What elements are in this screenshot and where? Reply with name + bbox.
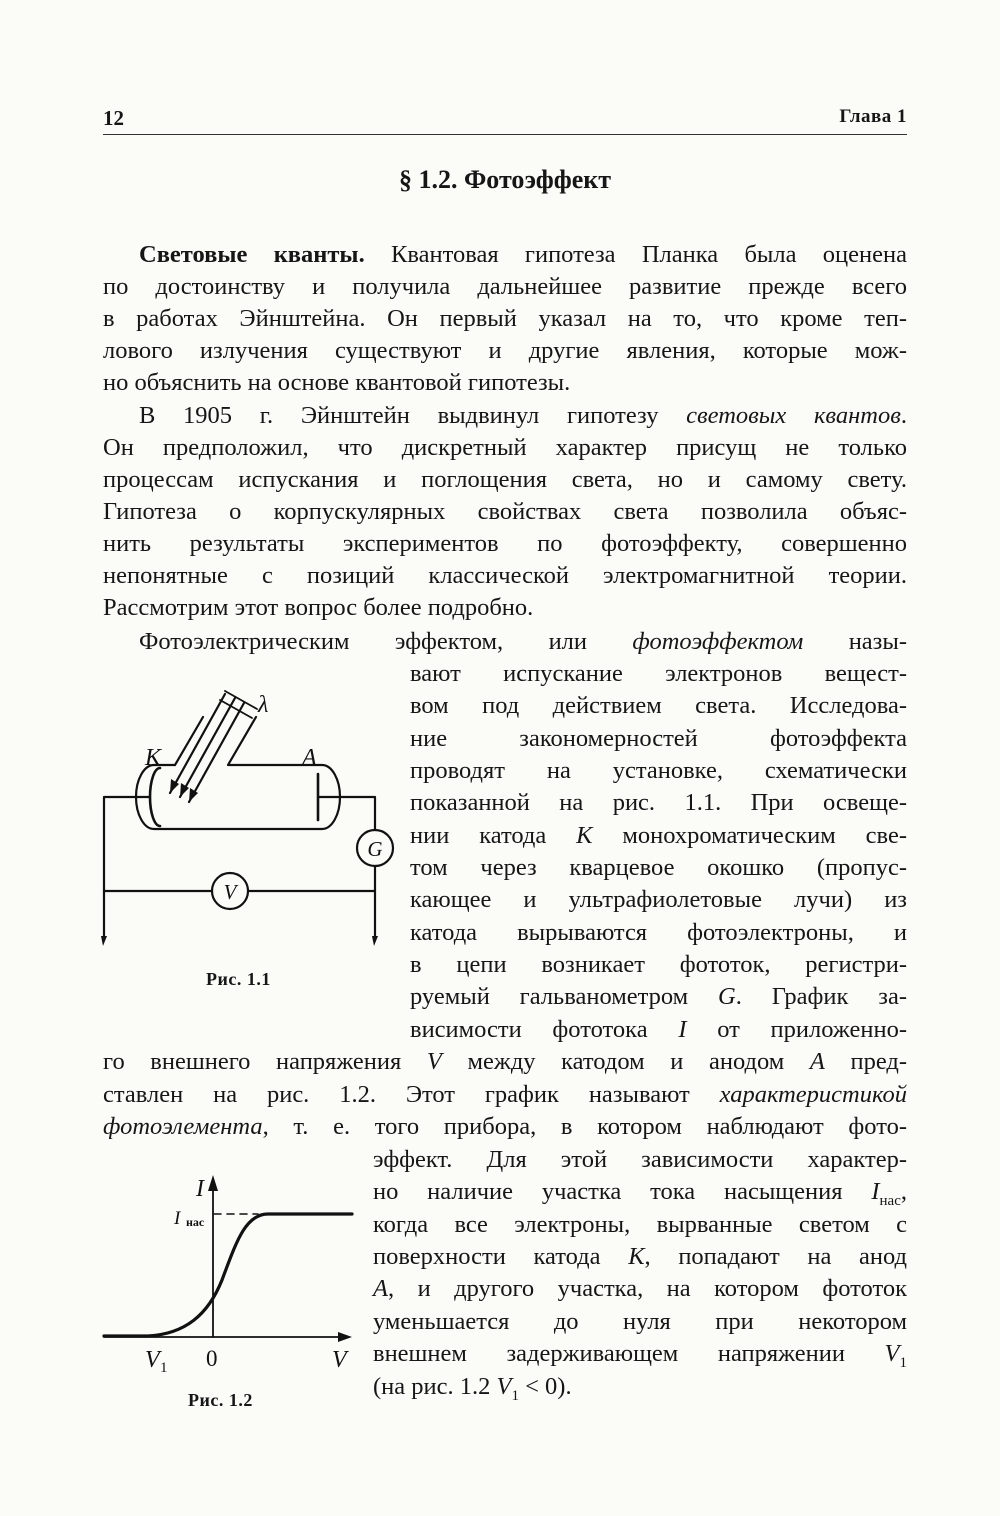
text-line: ние закономерностей фотоэффекта <box>410 725 907 752</box>
text-line: A, и другого участка, на котором фототок <box>373 1275 907 1302</box>
text-line: нить результаты экспериментов по фотоэффекту, совершенно <box>103 530 907 557</box>
text-line: но наличие участка тока насыщения $I_{нас}$, <box>373 1178 907 1209</box>
circuit-wire <box>104 797 140 938</box>
page-number: 12 <box>103 106 124 130</box>
light-ray <box>170 694 225 793</box>
text-line: го внешнего напряжения V между катодом и анодом A пред- <box>103 1048 908 1075</box>
light-ray <box>180 698 235 797</box>
text-line: в работах Эйнштейна. Он первый указал на то, что кроме теп- <box>103 305 907 332</box>
text-line: непонятные с позиций классической электромагнитной теории. <box>103 562 907 589</box>
text-line: по достоинству и получила дальнейшее развитие прежде всего <box>103 273 907 300</box>
text-line: показанной на рис. 1.1. При освеще- <box>410 789 907 816</box>
text-line: поверхности катода K, попадают на анод <box>373 1243 907 1270</box>
text-line: В 1905 г. Эйнштейн выдвинул гипотезу световых квантов. <box>139 402 907 429</box>
text-line: но объяснить на основе квантовой гипотезы. <box>103 369 571 396</box>
label-zero: 0 <box>206 1346 218 1371</box>
figure-photocell-circuit <box>95 680 395 950</box>
cathode-plate <box>150 768 160 826</box>
label-axis-v: V <box>332 1347 347 1373</box>
text-line: кающее и ультрафиолетовые лучи) из <box>410 886 907 913</box>
text-line: руемый гальванометром G. График за- <box>410 983 907 1010</box>
text-line: Фотоэлектрическим эффектом, или фотоэффектом назы- <box>139 628 907 655</box>
text-line: висимости фототока I от приложенно- <box>410 1016 907 1043</box>
text-line: когда все электроны, вырванные светом с <box>373 1211 907 1238</box>
text-line: лового излучения существуют и другие явления, которые мож- <box>103 337 907 364</box>
label-isat-sub: нас <box>186 1215 205 1229</box>
chapter-label: Глава 1 <box>839 106 907 127</box>
label-voltmeter: V <box>223 880 237 904</box>
label-axis-i: I <box>196 1176 204 1202</box>
figure-1-1-caption: Рис. 1.1 <box>206 969 271 989</box>
text-line: в цепи возникает фототок, регистри- <box>410 951 907 978</box>
figure-iv-characteristic <box>98 1165 360 1380</box>
text-line: нии катода K монохроматическим све- <box>410 822 907 849</box>
text-line: внешнем задерживающем напряжении $V_1$ <box>373 1340 907 1371</box>
text-line: Гипотеза о корпускулярных свойствах света позволила объяс- <box>103 498 907 525</box>
label-v1: V <box>145 1347 160 1373</box>
text-line: Световые кванты. Квантовая гипотеза Планка была оценена <box>139 241 907 268</box>
label-isat: I <box>174 1208 181 1229</box>
circuit-wire <box>340 797 375 830</box>
text-line: проводят на установке, схематически <box>410 757 907 784</box>
text-line: процессам испускания и поглощения света, но и самому свету. <box>103 466 907 493</box>
text-line: уменьшается до нуля при некотором <box>373 1308 907 1335</box>
text-line: (на рис. 1.2 $V_1 < 0$). <box>373 1373 572 1404</box>
section-title: § 1.2. Фотоэффект <box>398 165 612 194</box>
text-line: вом под действием света. Исследова- <box>410 692 907 719</box>
text-line: том через кварцевое окошко (пропус- <box>410 854 907 881</box>
text-line: ставлен на рис. 1.2. Этот график называют характеристикой <box>103 1081 907 1108</box>
label-lambda: λ <box>258 692 269 718</box>
photocell-tube <box>136 717 340 829</box>
term-light-quanta: световых квантов <box>686 402 901 429</box>
text-line: вают испускание электронов вещест- <box>410 660 907 687</box>
text-line: Рассмотрим этот вопрос более подробно. <box>103 594 534 621</box>
run-in-heading: Световые кванты. <box>139 241 365 268</box>
running-header <box>103 100 907 135</box>
iv-curve <box>104 1214 352 1336</box>
label-anode: A <box>302 745 317 771</box>
term-characteristic: характеристикой <box>719 1081 907 1108</box>
text-line: эффект. Для этой зависимости характер- <box>373 1146 907 1173</box>
label-cathode: K <box>145 745 162 771</box>
figure-1-2-caption: Рис. 1.2 <box>188 1390 253 1410</box>
text-line: катода вырываются фотоэлектроны, и <box>410 919 907 946</box>
label-v1-sub: 1 <box>160 1360 168 1376</box>
label-galvanometer: G <box>367 837 383 861</box>
text-line: фотоэлемента, т. е. того прибора, в котором наблюдают фото- <box>103 1113 907 1140</box>
term-photoeffect: фотоэффектом <box>632 628 804 655</box>
text-line: Он предположил, что дискретный характер присущ не только <box>103 434 907 461</box>
